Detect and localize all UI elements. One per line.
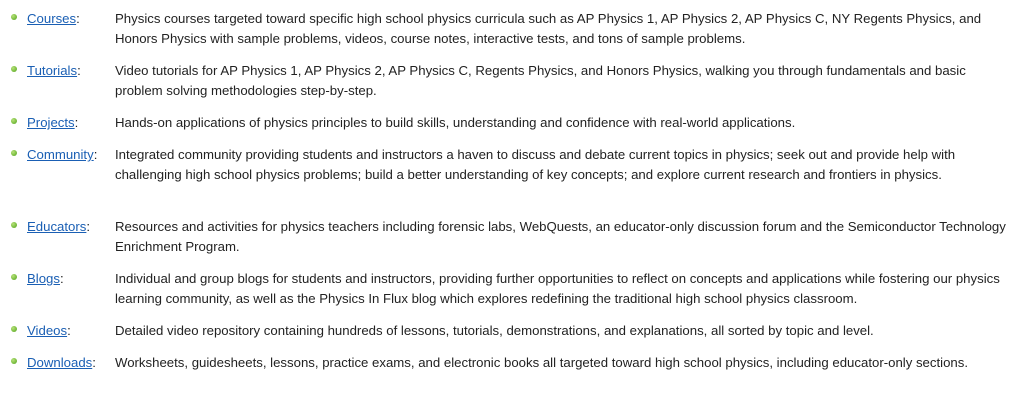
term [27, 61, 81, 81]
bullet-icon [11, 326, 17, 332]
bullet-icon [11, 118, 17, 124]
bullet-icon [11, 150, 17, 156]
community-link[interactable]: Community [27, 147, 94, 162]
colon: : [77, 63, 81, 78]
colon: : [74, 115, 79, 130]
bullet-icon [11, 14, 17, 20]
colon: : [92, 355, 96, 370]
term [27, 145, 97, 165]
downloads-link[interactable]: Downloads [27, 355, 93, 370]
term [27, 113, 78, 133]
description: Integrated community providing students and instructors a haven to discuss and debate current topics in physics; seek out and provide help with challenging high school physics problems; build a better understanding of key concepts; and explore current research and frontiers in physics. [115, 147, 956, 182]
description: Individual and group blogs for students and instructors, providing further opportunities to reflect on concepts and applications while fostering our physics learning community, as well as the Physics In Flux blog which explores redefining the traditional high school physics classroom. [115, 271, 1000, 306]
videos-link[interactable]: Videos [27, 323, 68, 338]
term [27, 9, 80, 29]
bullet-icon [11, 274, 17, 280]
term [27, 321, 71, 341]
blogs-link[interactable]: Blogs [27, 271, 60, 286]
term [27, 269, 64, 289]
colon: : [76, 11, 80, 26]
courses-link[interactable]: Courses [27, 11, 77, 26]
description: Resources and activities for physics teachers including forensic labs, WebQuests, an educator-only discussion forum and the Semiconductor Technology Enrichment Program. [115, 219, 1006, 254]
colon: : [86, 219, 91, 234]
description: Physics courses targeted toward specific high school physics curricula such as AP Physics 1, AP Physics 2, AP Physics C, NY Regents Physics, and Honors Physics with sample problems, videos, course notes, interactive tests, and tons of sample problems. [115, 11, 982, 46]
colon: : [67, 323, 71, 338]
colon: : [93, 147, 98, 162]
educators-link[interactable]: Educators [27, 219, 87, 234]
description: Worksheets, guidesheets, lessons, practice exams, and electronic books all targeted toward high school physics, including educator-only sections. [115, 355, 969, 370]
bullet-icon [11, 358, 17, 364]
term [27, 217, 90, 237]
bullet-icon [11, 222, 17, 228]
colon: : [60, 271, 64, 286]
description: Hands-on applications of physics principles to build skills, understanding and confidence with real-world applications. [115, 115, 796, 130]
bullet-icon [11, 66, 17, 72]
tutorials-link[interactable]: Tutorials [27, 63, 78, 78]
term [27, 353, 96, 373]
projects-link[interactable]: Projects [27, 115, 75, 130]
description: Video tutorials for AP Physics 1, AP Physics 2, AP Physics C, Regents Physics, and Honors Physics, walking you through fundamentals and basic problem solving methodologies step-by-step. [115, 63, 966, 98]
description: Detailed video repository containing hundreds of lessons, tutorials, demonstrations, and explanations, all sorted by topic and level. [115, 323, 874, 338]
